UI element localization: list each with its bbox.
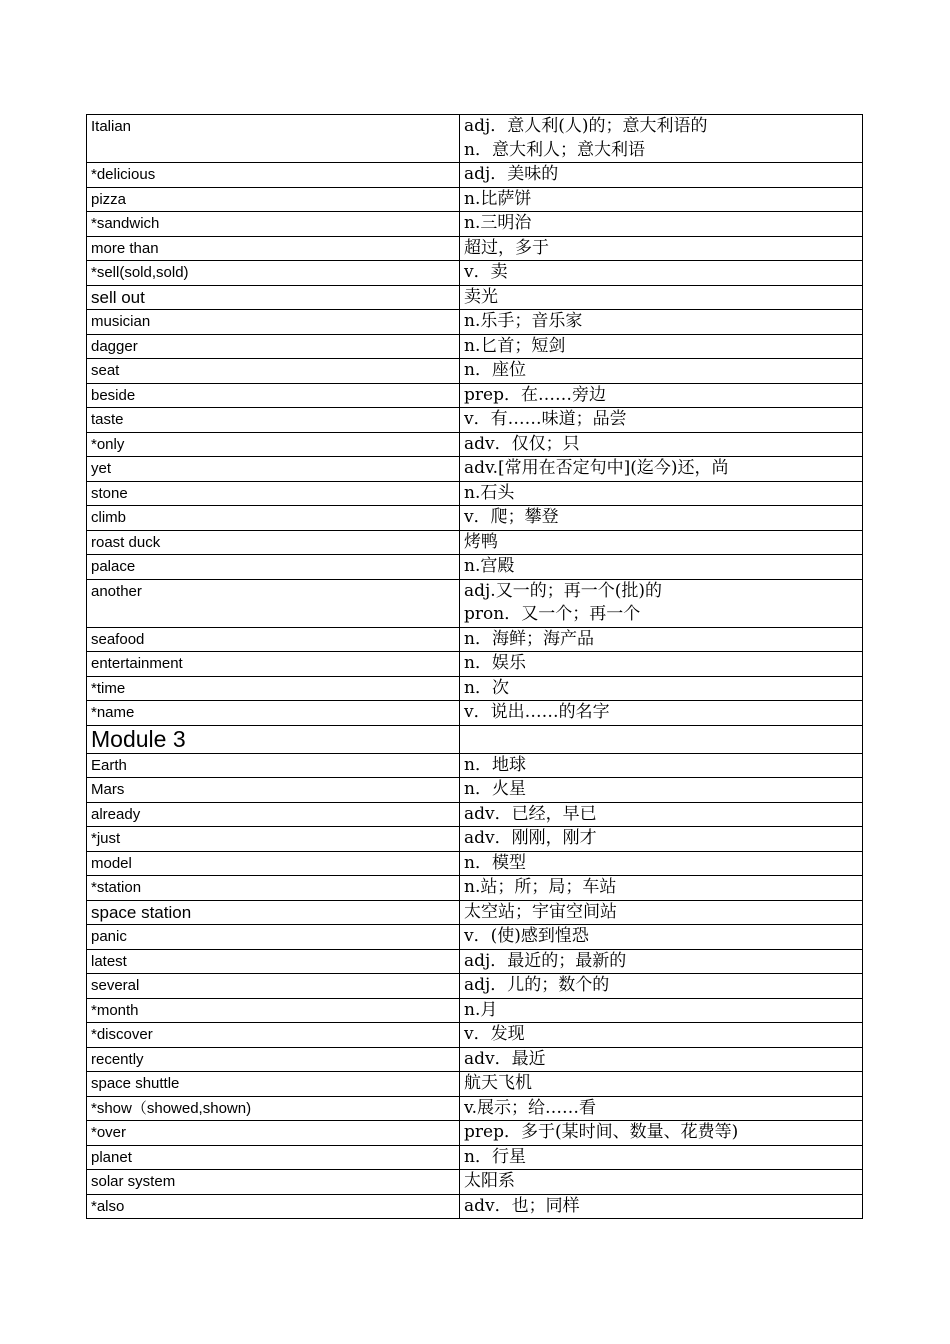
word-cell: another xyxy=(87,579,460,627)
word-cell: pizza xyxy=(87,187,460,212)
meaning-cell xyxy=(460,212,863,237)
table-row xyxy=(87,212,863,237)
table-row xyxy=(87,359,863,384)
table-row xyxy=(87,506,863,531)
meaning-line: n．模型 xyxy=(464,852,526,873)
table-row xyxy=(87,876,863,901)
meaning-cell xyxy=(460,261,863,286)
meaning-cell xyxy=(460,432,863,457)
word-cell: stone xyxy=(87,481,460,506)
meaning-line: n．行星 xyxy=(464,1146,526,1167)
table-row xyxy=(87,827,863,852)
meaning-cell xyxy=(460,285,863,310)
meaning-line: 太阳系 xyxy=(464,1171,515,1191)
meaning-line: adv．已经，早已 xyxy=(464,803,597,824)
meaning-cell xyxy=(460,530,863,555)
meaning-line: v．(使)感到惶恐 xyxy=(464,926,589,946)
meaning-line: v．发现 xyxy=(464,1024,525,1044)
table-row xyxy=(87,652,863,677)
word-cell: *over xyxy=(87,1121,460,1146)
table-row xyxy=(87,998,863,1023)
table-row xyxy=(87,285,863,310)
module-heading-row xyxy=(87,725,863,753)
word-cell: several xyxy=(87,974,460,999)
word-cell: panic xyxy=(87,925,460,950)
word-cell: *month xyxy=(87,998,460,1023)
meaning-cell xyxy=(460,187,863,212)
meaning-cell xyxy=(460,115,863,163)
word-cell: sell out xyxy=(87,285,460,310)
table-row xyxy=(87,851,863,876)
meaning-cell xyxy=(460,753,863,778)
word-cell: *sandwich xyxy=(87,212,460,237)
meaning-cell xyxy=(460,778,863,803)
meaning-cell xyxy=(460,998,863,1023)
table-row xyxy=(87,408,863,433)
table-row xyxy=(87,1072,863,1097)
meaning-line: n．次 xyxy=(464,677,509,698)
word-cell: entertainment xyxy=(87,652,460,677)
meaning-cell xyxy=(460,876,863,901)
table-row xyxy=(87,1145,863,1170)
meaning-line: v．说出……的名字 xyxy=(464,702,610,722)
word-cell: seat xyxy=(87,359,460,384)
table-row xyxy=(87,1170,863,1195)
word-cell: palace xyxy=(87,555,460,580)
meaning-cell xyxy=(460,1170,863,1195)
meaning-line: adv．最近 xyxy=(464,1048,546,1069)
meaning-cell xyxy=(460,1072,863,1097)
word-cell: Italian xyxy=(87,115,460,163)
meaning-line: v．有……味道；品尝 xyxy=(464,409,627,429)
table-row xyxy=(87,334,863,359)
meaning-line: n.三明治 xyxy=(464,213,532,233)
word-cell: recently xyxy=(87,1047,460,1072)
meaning-line: v.展示；给……看 xyxy=(464,1097,596,1118)
table-row xyxy=(87,163,863,188)
meaning-cell xyxy=(460,627,863,652)
module-title: Module 3 xyxy=(87,725,460,753)
meaning-cell xyxy=(460,1047,863,1072)
table-row xyxy=(87,481,863,506)
meaning-line: n.站；所；局；车站 xyxy=(464,877,617,897)
meaning-line: adj.又一的；再一个(批)的 xyxy=(464,580,662,601)
word-cell: beside xyxy=(87,383,460,408)
table-row xyxy=(87,1121,863,1146)
word-cell: *discover xyxy=(87,1023,460,1048)
meaning-line: v．爬；攀登 xyxy=(464,507,559,527)
meaning-line: n.比萨饼 xyxy=(464,188,532,209)
meaning-line: adj．意人利(人)的；意大利语的 xyxy=(464,116,708,136)
meaning-cell xyxy=(460,334,863,359)
table-row xyxy=(87,753,863,778)
word-cell: Earth xyxy=(87,753,460,778)
word-cell: solar system xyxy=(87,1170,460,1195)
word-cell: taste xyxy=(87,408,460,433)
meaning-line: 太空站；宇宙空间站 xyxy=(464,901,617,922)
table-row xyxy=(87,778,863,803)
meaning-cell xyxy=(460,236,863,261)
meaning-cell xyxy=(460,555,863,580)
word-cell: yet xyxy=(87,457,460,482)
word-cell: already xyxy=(87,802,460,827)
word-cell: Mars xyxy=(87,778,460,803)
meaning-line: n．座位 xyxy=(464,360,526,380)
meaning-line: n．火星 xyxy=(464,779,526,799)
meaning-line: n．意大利人；意大利语 xyxy=(464,139,645,160)
meaning-cell xyxy=(460,701,863,726)
meaning-cell xyxy=(460,851,863,876)
meaning-cell xyxy=(460,383,863,408)
meaning-cell xyxy=(460,163,863,188)
word-cell: *sell(sold,sold) xyxy=(87,261,460,286)
meaning-line: adv．仅仅；只 xyxy=(464,433,580,454)
meaning-line: 烤鸭 xyxy=(464,531,498,552)
table-row xyxy=(87,676,863,701)
meaning-cell xyxy=(460,827,863,852)
word-cell: latest xyxy=(87,949,460,974)
word-cell: roast duck xyxy=(87,530,460,555)
table-row xyxy=(87,383,863,408)
meaning-line: n．地球 xyxy=(464,754,526,775)
meaning-cell xyxy=(460,579,863,627)
meaning-cell xyxy=(460,974,863,999)
table-row xyxy=(87,236,863,261)
table-row xyxy=(87,457,863,482)
meaning-line: adv.[常用在否定句中](迄今)还，尚 xyxy=(464,458,729,478)
table-row xyxy=(87,1023,863,1048)
table-row xyxy=(87,310,863,335)
meaning-cell xyxy=(460,949,863,974)
word-cell: climb xyxy=(87,506,460,531)
meaning-cell xyxy=(460,900,863,925)
word-cell: *only xyxy=(87,432,460,457)
word-cell: *name xyxy=(87,701,460,726)
meaning-cell xyxy=(460,725,863,753)
word-cell: more than xyxy=(87,236,460,261)
word-cell: *station xyxy=(87,876,460,901)
vocabulary-table-body xyxy=(87,115,863,1219)
table-row xyxy=(87,432,863,457)
meaning-line: adj．美味的 xyxy=(464,164,559,184)
table-row xyxy=(87,579,863,627)
word-cell: planet xyxy=(87,1145,460,1170)
meaning-line: n.石头 xyxy=(464,482,515,503)
meaning-cell xyxy=(460,1023,863,1048)
meaning-line: adv．也；同样 xyxy=(464,1195,580,1216)
meaning-line: n.匕首；短剑 xyxy=(464,335,566,356)
word-cell: *show（showed,shown) xyxy=(87,1096,460,1121)
meaning-line xyxy=(464,726,858,750)
word-cell: dagger xyxy=(87,334,460,359)
meaning-cell xyxy=(460,457,863,482)
table-row xyxy=(87,187,863,212)
table-row xyxy=(87,974,863,999)
table-row xyxy=(87,627,863,652)
table-row xyxy=(87,949,863,974)
meaning-cell xyxy=(460,506,863,531)
meaning-cell xyxy=(460,310,863,335)
meaning-line: n.宫殿 xyxy=(464,556,515,576)
vocabulary-table xyxy=(86,114,863,1219)
table-row xyxy=(87,1047,863,1072)
meaning-line: v．卖 xyxy=(464,262,508,282)
table-row xyxy=(87,900,863,925)
meaning-cell xyxy=(460,652,863,677)
word-cell: *also xyxy=(87,1194,460,1219)
meaning-line: n.月 xyxy=(464,999,498,1020)
meaning-line: prep．在……旁边 xyxy=(464,384,606,405)
meaning-line: 超过，多于 xyxy=(464,237,549,258)
table-row xyxy=(87,261,863,286)
word-cell: space shuttle xyxy=(87,1072,460,1097)
table-row xyxy=(87,555,863,580)
table-row xyxy=(87,1194,863,1219)
table-row xyxy=(87,802,863,827)
word-cell: *time xyxy=(87,676,460,701)
meaning-line: n．海鲜；海产品 xyxy=(464,628,594,649)
meaning-line: n．娱乐 xyxy=(464,653,526,673)
word-cell: musician xyxy=(87,310,460,335)
word-cell: model xyxy=(87,851,460,876)
meaning-line: prep．多于(某时间、数量、花费等) xyxy=(464,1122,739,1142)
meaning-line: pron．又一个；再一个 xyxy=(464,604,641,624)
meaning-cell xyxy=(460,1194,863,1219)
meaning-line: 航天飞机 xyxy=(464,1073,532,1093)
meaning-line: 卖光 xyxy=(464,286,498,307)
word-cell: space station xyxy=(87,900,460,925)
meaning-cell xyxy=(460,1145,863,1170)
meaning-cell xyxy=(460,676,863,701)
meaning-line: adj．最近的；最新的 xyxy=(464,950,627,971)
word-cell: *delicious xyxy=(87,163,460,188)
table-row xyxy=(87,1096,863,1121)
meaning-cell xyxy=(460,1096,863,1121)
meaning-cell xyxy=(460,481,863,506)
meaning-cell xyxy=(460,925,863,950)
table-row xyxy=(87,115,863,163)
table-row xyxy=(87,701,863,726)
table-row xyxy=(87,925,863,950)
word-cell: *just xyxy=(87,827,460,852)
meaning-line: adj．儿的；数个的 xyxy=(464,975,610,995)
meaning-line: n.乐手；音乐家 xyxy=(464,311,583,331)
table-row xyxy=(87,530,863,555)
meaning-line: adv．刚刚，刚才 xyxy=(464,828,597,848)
meaning-cell xyxy=(460,408,863,433)
meaning-cell xyxy=(460,1121,863,1146)
word-cell: seafood xyxy=(87,627,460,652)
meaning-cell xyxy=(460,359,863,384)
meaning-cell xyxy=(460,802,863,827)
